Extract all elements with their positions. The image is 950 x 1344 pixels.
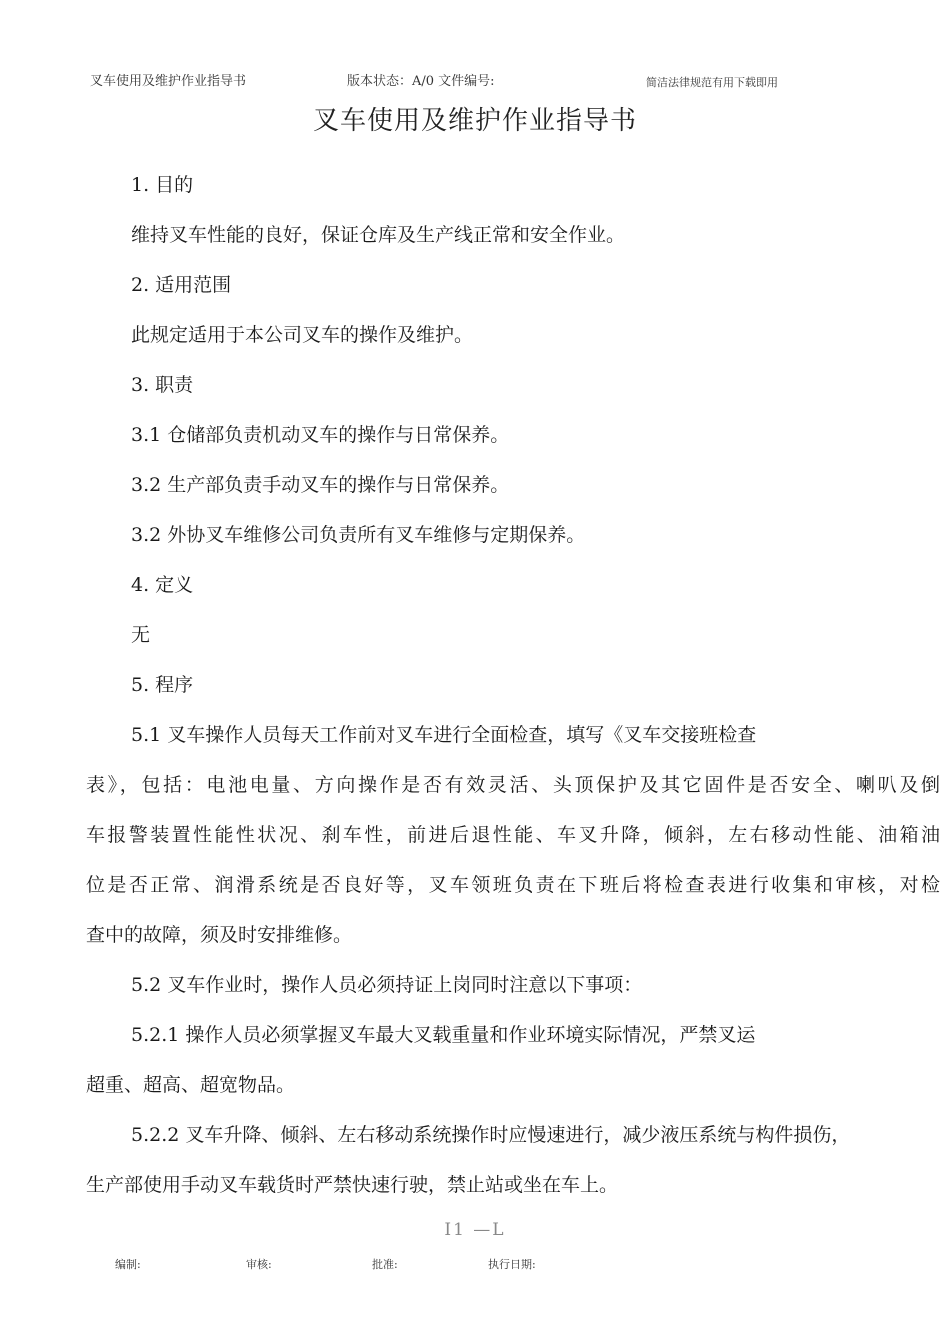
footer-effective-date: 执行日期: bbox=[488, 1258, 536, 1271]
procedure-paragraph-line: 5.2 叉车作业时，操作人员必须持证上岗同时注意以下事项： bbox=[131, 974, 643, 996]
procedure-paragraph-line: 超重、超高、超宽物品。 bbox=[86, 1074, 296, 1096]
procedure-paragraph-line: 表》，包括：电池电量、方向操作是否有效灵活、头顶保护及其它固件是否安全、喇叭及倒 bbox=[86, 774, 940, 796]
page-number: I1 —L bbox=[444, 1220, 506, 1240]
header-version: 版本状态：A/0 文件编号: bbox=[347, 74, 495, 89]
header-doc-title: 叉车使用及维护作业指导书 bbox=[90, 74, 247, 89]
procedure-paragraph-line: 5.1 叉车操作人员每天工作前对叉车进行全面检查，填写《叉车交接班检查 bbox=[131, 724, 757, 746]
section-heading-purpose: 1. 目的 bbox=[131, 174, 194, 196]
footer-reviewed: 审核: bbox=[246, 1258, 272, 1271]
section-heading-responsibility: 3. 职责 bbox=[131, 374, 194, 396]
document-body bbox=[86, 165, 940, 1215]
paragraph-definition: 无 bbox=[131, 624, 151, 646]
responsibility-item: 3.2 生产部负责手动叉车的操作与日常保养。 bbox=[131, 474, 510, 496]
responsibility-item: 3.2 外协叉车维修公司负责所有叉车维修与定期保养。 bbox=[131, 524, 586, 546]
procedure-paragraph-line: 查中的故障，须及时安排维修。 bbox=[86, 924, 353, 946]
paragraph-scope: 此规定适用于本公司叉车的操作及维护。 bbox=[131, 324, 474, 346]
procedure-paragraph-line: 位是否正常、润滑系统是否良好等，叉车领班负责在下班后将检查表进行收集和审核，对检 bbox=[86, 874, 940, 896]
procedure-paragraph-line: 5.2.1 操作人员必须掌握叉车最大叉载重量和作业环境实际情况，严禁叉运 bbox=[131, 1024, 756, 1046]
footer-prepared: 编制: bbox=[115, 1258, 141, 1271]
paragraph-purpose: 维持叉车性能的良好，保证仓库及生产线正常和安全作业。 bbox=[131, 224, 626, 246]
responsibility-item: 3.1 仓储部负责机动叉车的操作与日常保养。 bbox=[131, 424, 510, 446]
page-header bbox=[0, 70, 950, 94]
procedure-paragraph-line: 车报警装置性能性状况、刹车性，前进后退性能、车叉升降，倾斜，左右移动性能、油箱油 bbox=[86, 824, 940, 846]
header-note: 简洁法律规范有用下载即用 bbox=[646, 76, 778, 89]
procedure-paragraph-line: 5.2.2 叉车升降、倾斜、左右移动系统操作时应慢速进行，减少液压系统与构件损伤， bbox=[131, 1124, 851, 1146]
document-title: 叉车使用及维护作业指导书 bbox=[312, 106, 637, 136]
footer-approved: 批准: bbox=[372, 1258, 398, 1271]
procedure-paragraph-line: 生产部使用手动叉车载货时严禁快速行驶，禁止站或坐在车上。 bbox=[86, 1174, 619, 1196]
section-heading-scope: 2. 适用范围 bbox=[131, 274, 232, 296]
section-heading-procedure: 5. 程序 bbox=[131, 674, 194, 696]
section-heading-definition: 4. 定义 bbox=[131, 574, 194, 596]
